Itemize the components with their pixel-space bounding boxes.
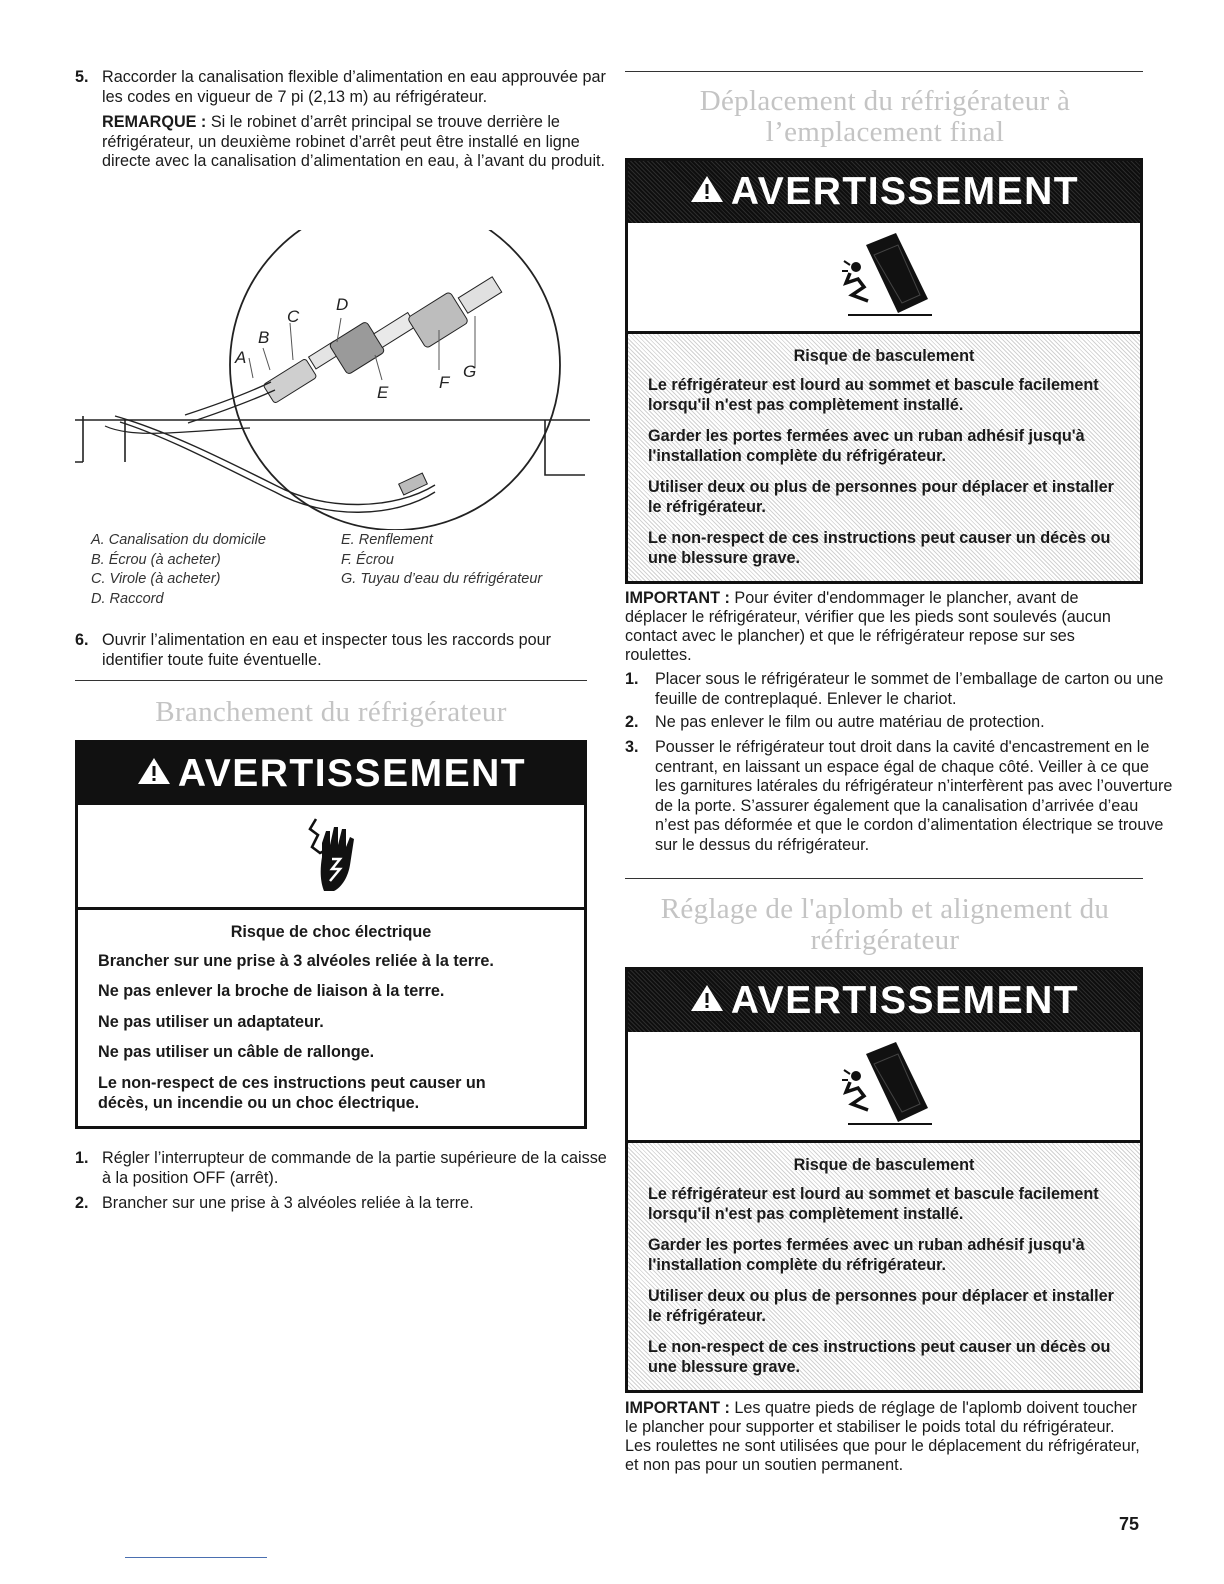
- step-text: Régler l’interrupteur de commande de la partie supérieure de la caisse à la position OFF (arrêt).: [102, 1149, 607, 1187]
- section-divider: [625, 71, 1143, 72]
- caption-d: D. Raccord: [91, 591, 164, 608]
- warning-heading: Risque de basculement: [793, 347, 975, 365]
- section-title-branchement: Branchement du réfrigérateur: [155, 696, 507, 728]
- step-text: Brancher sur une prise à 3 alvéoles reliée à la terre.: [102, 1194, 474, 1212]
- warning-line: Garder les portes fermées avec un ruban adhésif jusqu'à l'installation complète du réfrigérateur.: [648, 1235, 1085, 1274]
- important-label: IMPORTANT :: [625, 1399, 730, 1417]
- step-2-move: [625, 713, 1173, 733]
- important-label: IMPORTANT :: [625, 589, 730, 607]
- section-title-deplacement: Déplacement du réfrigérateur à l’emplacement final: [699, 85, 1071, 148]
- warning-line: Le non-respect de ces instructions peut causer un décès, un incendie ou un choc électrique.: [98, 1073, 486, 1112]
- tip-over-warning-text-1: [628, 334, 1140, 581]
- remarque-note: [102, 113, 614, 172]
- water-line-diagram: [75, 230, 590, 530]
- warning-line: Ne pas enlever la broche de liaison à la terre.: [98, 982, 445, 1000]
- warning-banner: [78, 743, 584, 805]
- step-text: Ouvrir l’alimentation en eau et inspecter tous les raccords pour identifier toute fuite éventuelle.: [102, 631, 551, 669]
- important-text: Les quatre pieds de réglage de l'aplomb doivent toucher le plancher pour supporter et stabiliser le poids total du réfrigérateur. Les roulettes ne sont utilisées que pour le déplacement du réfrigérateur, et non pas pour un soutien permanent.: [625, 1399, 1140, 1474]
- tipover-icon-area: [628, 1032, 1140, 1143]
- section-divider: [625, 878, 1143, 879]
- step-number: 2.: [625, 713, 639, 731]
- step-5: [75, 68, 614, 172]
- step-number: 1.: [75, 1149, 89, 1167]
- page-number: 75: [1119, 1514, 1140, 1534]
- label-d: D: [336, 295, 349, 314]
- warning-heading: Risque de basculement: [793, 1156, 975, 1174]
- warning-line: Le non-respect de ces instructions peut causer un décès ou une blessure grave.: [648, 528, 1111, 567]
- step-number: 6.: [75, 631, 89, 649]
- tip-over-warning-box-2: [625, 967, 1143, 1393]
- section-divider: [75, 680, 587, 681]
- warning-line: Le non-respect de ces instructions peut causer un décès ou une blessure grave.: [648, 1337, 1111, 1376]
- caption-b: B. Écrou (à acheter): [91, 551, 221, 568]
- step-1-electrical: [75, 1149, 614, 1188]
- electrical-warning-box: [75, 740, 587, 1129]
- step-text: Pousser le réfrigérateur tout droit dans la cavité d'encastrement en le centrant, en laissant un espace égal de chaque côté. Veiller à ce que les garnitures latérales du réfrigérateur n’interfèrent pas avec l’ouverture de la porte. S’assurer également que la canalisation d’arrivée d’eau n’est pas déformée et que le cordon d’alimentation électrique se trouve sur le dessus du réfrigérateur.: [655, 738, 1173, 854]
- footer-underline: [125, 1557, 267, 1558]
- note-text: Si le robinet d’arrêt principal se trouve derrière le réfrigérateur, un deuxième robinet d’arrêt peut être installé en ligne directe avec la canalisation d’alimentation en eau, à l’avant du produit.: [102, 113, 606, 170]
- step-number: 3.: [625, 738, 639, 756]
- label-e: E: [377, 383, 389, 402]
- important-note-1: [625, 589, 1143, 665]
- warning-line: Ne pas utiliser un adaptateur.: [98, 1012, 324, 1031]
- warning-banner: [628, 161, 1140, 223]
- warning-line: Garder les portes fermées avec un ruban adhésif jusqu'à l'installation complète du réfrigérateur.: [648, 426, 1085, 465]
- section-title-reglage: Réglage de l'aplomb et alignement du réfrigérateur: [660, 893, 1110, 956]
- step-number: 2.: [75, 1194, 89, 1212]
- step-3-move: [625, 738, 1173, 855]
- warning-banner-text: AVERTISSEMENT: [730, 170, 1080, 213]
- step-2-electrical: [75, 1194, 614, 1214]
- warning-banner: [628, 970, 1140, 1032]
- label-f: F: [439, 373, 450, 392]
- label-g: G: [463, 362, 477, 381]
- note-label: REMARQUE :: [102, 113, 207, 131]
- warning-line: Le réfrigérateur est lourd au sommet et bascule facilement lorsqu'il n'est pas complètement installé.: [648, 1184, 1099, 1223]
- tip-over-icon: [834, 1040, 934, 1132]
- caption-a: A. Canalisation du domicile: [91, 532, 266, 548]
- warning-line: Le réfrigérateur est lourd au sommet et bascule facilement lorsqu'il n'est pas complètement installé.: [648, 375, 1099, 414]
- shock-icon-area: [78, 805, 584, 910]
- electrical-warning-text: [78, 910, 584, 1126]
- caption-g: G. Tuyau d’eau du réfrigérateur: [341, 571, 543, 588]
- warning-triangle-icon: [689, 170, 725, 214]
- water-connection-figure: [75, 230, 590, 530]
- warning-triangle-icon: [136, 752, 172, 796]
- warning-triangle-icon: [689, 979, 725, 1023]
- caption-e: E. Renflement: [341, 532, 433, 548]
- warning-line: Utiliser deux ou plus de personnes pour déplacer et installer le réfrigérateur.: [648, 477, 1114, 516]
- warning-heading: Risque de choc électrique: [230, 923, 432, 941]
- important-note-2: [625, 1399, 1143, 1475]
- warning-line: Brancher sur une prise à 3 alvéoles reliée à la terre.: [98, 951, 494, 970]
- step-number: 1.: [625, 670, 639, 688]
- label-c: C: [287, 307, 300, 326]
- warning-line: Utiliser deux ou plus de personnes pour déplacer et installer le réfrigérateur.: [648, 1286, 1114, 1325]
- tip-over-warning-text-2: [628, 1143, 1140, 1390]
- step-text: Ne pas enlever le film ou autre matériau de protection.: [655, 713, 1045, 731]
- step-text: Placer sous le réfrigérateur le sommet de l’emballage de carton ou une feuille de contreplaqué. Enlever le chariot.: [655, 670, 1164, 708]
- tipover-icon-area: [628, 223, 1140, 334]
- warning-line: Ne pas utiliser un câble de rallonge.: [98, 1043, 375, 1061]
- tip-over-icon: [834, 231, 934, 323]
- label-b: B: [258, 328, 270, 347]
- tip-over-warning-box-1: [625, 158, 1143, 584]
- step-6: [75, 631, 614, 670]
- electric-shock-icon: [306, 815, 356, 897]
- step-number: 5.: [75, 68, 89, 86]
- label-a: A: [235, 348, 247, 367]
- caption-c: C. Virole (à acheter): [91, 571, 221, 588]
- warning-banner-text: AVERTISSEMENT: [177, 752, 527, 795]
- step-text: Raccorder la canalisation flexible d’alimentation en eau approuvée par les codes en vigueur de 7 pi (2,13 m) au réfrigérateur.: [102, 68, 606, 106]
- caption-f: F. Écrou: [341, 551, 394, 568]
- warning-banner-text: AVERTISSEMENT: [730, 979, 1080, 1022]
- step-1-move: [625, 670, 1173, 709]
- important-text: Pour éviter d'endommager le plancher, avant de déplacer le réfrigérateur, vérifier que les pieds sont soulevés (aucun contact avec le plancher) et que le réfrigérateur repose sur ses roulettes.: [625, 589, 1111, 664]
